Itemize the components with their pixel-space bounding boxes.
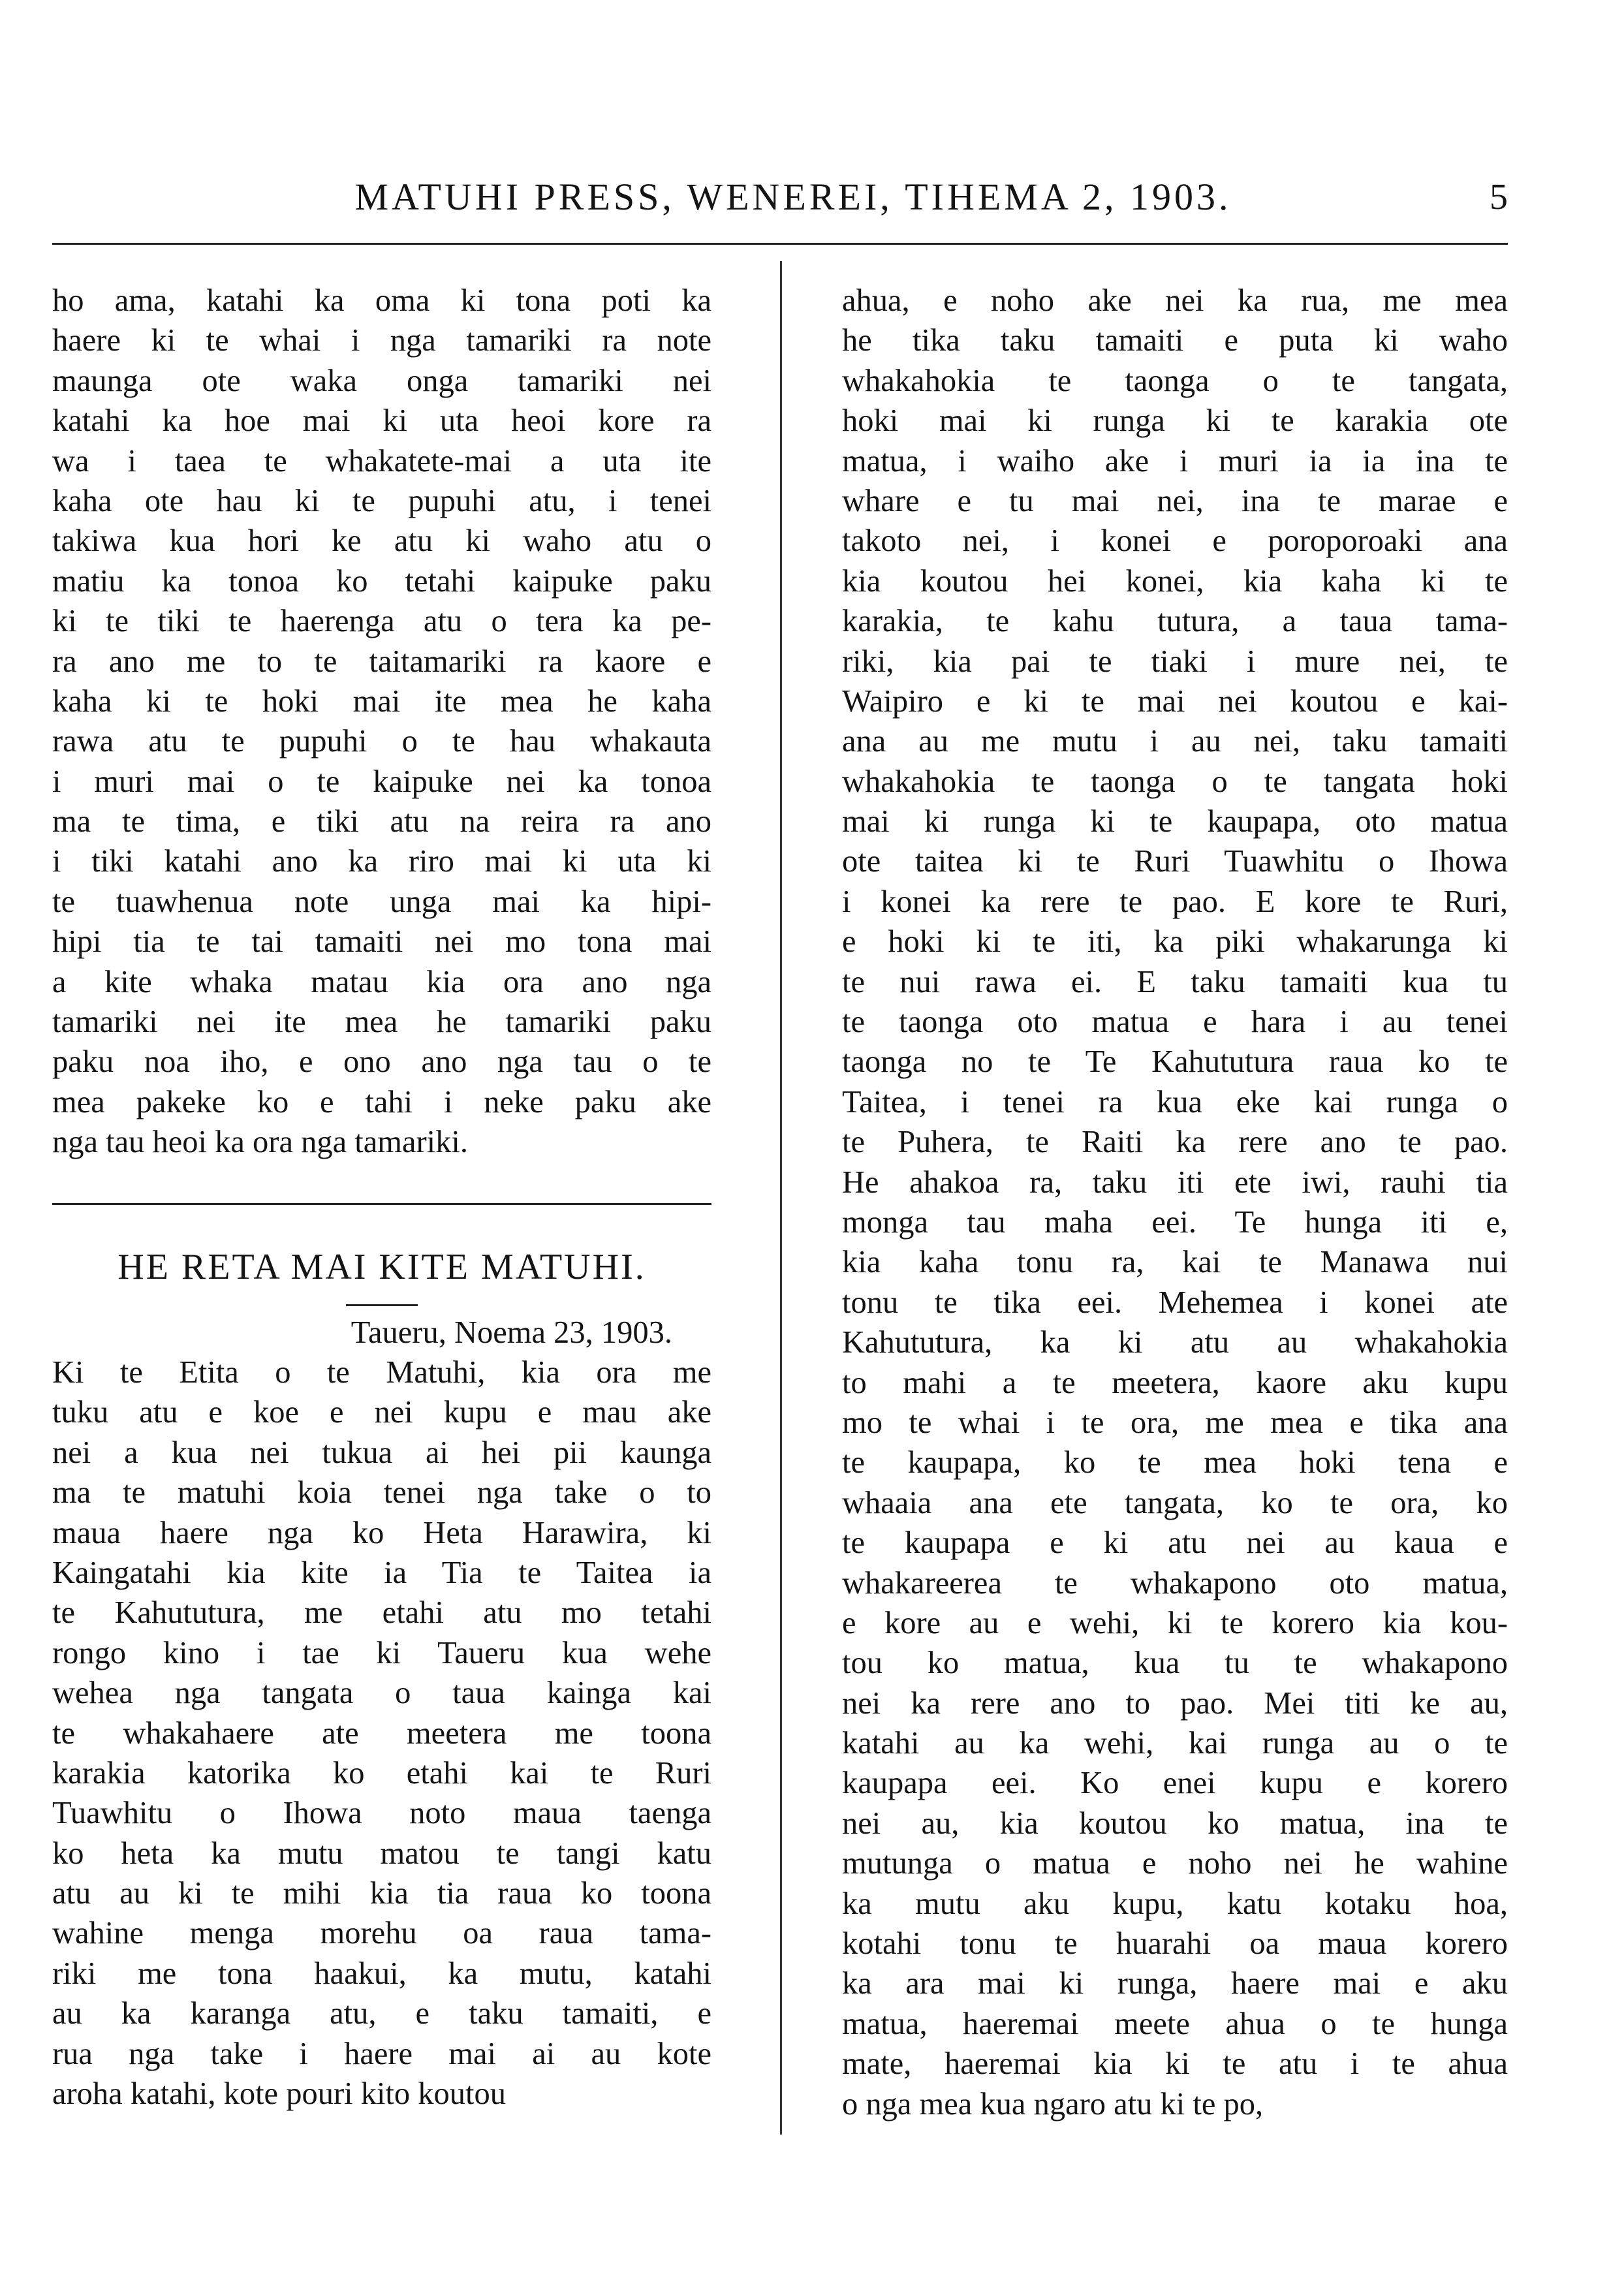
text-line: wa i taea te whakatete-mai a uta ite <box>52 443 711 478</box>
text-line: mutunga o matua e noho nei he wahine <box>842 1846 1508 1881</box>
text-line: ma te tima, e tiki atu na reira ra ano <box>52 804 711 839</box>
text-line: Kahututura, ka ki atu au whakahokia <box>842 1325 1508 1360</box>
text-line: mo te whai i te ora, me mea e tika ana <box>842 1405 1508 1440</box>
text-line: karakia, te kahu tutura, a taua tama- <box>842 604 1508 639</box>
text-line: ko heta ka mutu matou te tangi katu <box>52 1836 711 1871</box>
text-line: he tika taku tamaiti e puta ki waho <box>842 323 1508 358</box>
text-line: tonu te tika eei. Mehemea i konei ate <box>842 1285 1508 1320</box>
text-line: mai ki runga ki te kaupapa, oto matua <box>842 804 1508 839</box>
text-line: matiu ka tonoa ko tetahi kaipuke paku <box>52 563 711 599</box>
text-line: Waipiro e ki te mai nei koutou e kai- <box>842 683 1508 719</box>
section-rule <box>52 1203 711 1205</box>
text-line: mate, haeremai kia ki te atu i te ahua <box>842 2046 1508 2082</box>
text-line: katahi au ka wehi, kai runga au o te <box>842 1726 1508 1761</box>
text-line: tou ko matua, kua tu te whakapono <box>842 1646 1508 1681</box>
text-line: atu au ki te mihi kia tia raua ko toona <box>52 1876 711 1911</box>
text-line: kotahi tonu te huarahi oa maua korero <box>842 1926 1508 1962</box>
text-line: karakia katorika ko etahi kai te Ruri <box>52 1755 711 1791</box>
text-line: te nui rawa ei. E taku tamaiti kua tu <box>842 964 1508 999</box>
text-line: wehea nga tangata o taua kainga kai <box>52 1676 711 1711</box>
text-line: nei a kua nei tukua ai hei pii kaunga <box>52 1435 711 1470</box>
text-line: whakahokia te taonga o te tangata hoki <box>842 764 1508 799</box>
text-line: kia kaha tonu ra, kai te Manawa nui <box>842 1245 1508 1280</box>
letter-continuation <box>842 281 1508 2124</box>
text-line: Kaingatahi kia kite ia Tia te Taitea ia <box>52 1555 711 1590</box>
page-number: 5 <box>1490 177 1508 217</box>
text-line: Tuawhitu o Ihowa noto maua taenga <box>52 1796 711 1831</box>
text-line: wahine menga morehu oa raua tama- <box>52 1916 711 1951</box>
text-line: te kaupapa, ko te mea hoki tena e <box>842 1445 1508 1480</box>
header-rule <box>52 243 1508 245</box>
dateline: Taueru, Noema 23, 1903. <box>351 1315 672 1350</box>
text-line: whakahokia te taonga o te tangata, <box>842 363 1508 398</box>
text-line: te kaupapa e ki atu nei au kaua e <box>842 1526 1508 1561</box>
text-line: o nga mea kua ngaro atu ki te po, <box>842 2086 1264 2121</box>
text-line: hoki mai ki runga ki te karakia ote <box>842 403 1508 439</box>
left-column <box>52 281 711 2114</box>
text-line: takoto nei, i konei e poroporoaki ana <box>842 524 1508 559</box>
section-heading: HE RETA MAI KITE MATUHI. <box>117 1246 646 1287</box>
text-line: ote taitea ki te Ruri Tuawhitu o Ihowa <box>842 844 1508 879</box>
text-line: e hoki ki te iti, ka piki whakarunga ki <box>842 924 1508 960</box>
text-line: nei au, kia koutou ko matua, ina te <box>842 1806 1508 1841</box>
text-line: kaha ki te hoki mai ite mea he kaha <box>52 683 711 719</box>
text-line: whare e tu mai nei, ina te marae e <box>842 483 1508 518</box>
text-line: i muri mai o te kaipuke nei ka tonoa <box>52 764 711 799</box>
text-line: rawa atu te pupuhi o te hau whakauta <box>52 724 711 759</box>
text-line: a kite whaka matau kia ora ano nga <box>52 964 711 999</box>
text-line: takiwa kua hori ke atu ki waho atu o <box>52 524 711 559</box>
text-line: nei ka rere ano to pao. Mei titi ke au, <box>842 1685 1508 1721</box>
text-line: riki, kia pai te tiaki i mure nei, te <box>842 644 1508 679</box>
text-line: te tuawhenua note unga mai ka hipi- <box>52 884 711 919</box>
header-title: MATUHI PRESS, WENEREI, TIHEMA 2, 1903. <box>354 176 1232 218</box>
text-line: ma te matuhi koia tenei nga take o to <box>52 1475 711 1510</box>
text-line: te Kahututura, me etahi atu mo tetahi <box>52 1595 711 1631</box>
text-line: monga tau maha eei. Te hunga iti e, <box>842 1204 1508 1240</box>
text-line: aroha katahi, kote pouri kito koutou <box>52 2076 507 2112</box>
text-line: i konei ka rere te pao. E kore te Ruri, <box>842 884 1508 919</box>
text-line: rua nga take i haere mai ai au kote <box>52 2036 711 2071</box>
text-line: Taitea, i tenei ra kua eke kai runga o <box>842 1084 1508 1119</box>
text-line: ka mutu aku kupu, katu kotaku hoa, <box>842 1886 1508 1921</box>
text-line: katahi ka hoe mai ki uta heoi kore ra <box>52 403 711 439</box>
text-line: paku noa iho, e ono ano nga tau o te <box>52 1044 711 1080</box>
text-line: ka ara mai ki runga, haere mai e aku <box>842 1966 1508 2001</box>
text-line: hipi tia te tai tamaiti nei mo tona mai <box>52 924 711 960</box>
text-line: haere ki te whai i nga tamariki ra note <box>52 323 711 358</box>
text-line: tuku atu e koe e nei kupu e mau ake <box>52 1395 711 1430</box>
text-line: Ki te Etita o te Matuhi, kia ora me <box>52 1354 711 1390</box>
text-line: rongo kino i tae ki Taueru kua wehe <box>52 1635 711 1670</box>
column-divider <box>780 261 782 2135</box>
right-column <box>842 281 1508 2124</box>
letter-body <box>52 1353 711 2114</box>
text-line: kaha ote hau ki te pupuhi atu, i tenei <box>52 483 711 518</box>
text-line: taonga no te Te Kahututura raua ko te <box>842 1044 1508 1080</box>
text-line: matua, i waiho ake i muri ia ia ina te <box>842 443 1508 478</box>
text-line: ki te tiki te haerenga atu o tera ka pe- <box>52 604 711 639</box>
text-line: tamariki nei ite mea he tamariki paku <box>52 1005 711 1040</box>
text-line: mea pakeke ko e tahi i neke paku ake <box>52 1084 711 1119</box>
text-line: te taonga oto matua e hara i au tenei <box>842 1005 1508 1040</box>
text-line: whaaia ana ete tangata, ko te ora, ko <box>842 1485 1508 1520</box>
text-line: whakareerea te whakapono oto matua, <box>842 1565 1508 1601</box>
text-line: ahua, e noho ake nei ka rua, me mea <box>842 283 1508 318</box>
text-line: ra ano me to te taitamariki ra kaore e <box>52 644 711 679</box>
page-header <box>52 171 1508 230</box>
text-line: riki me tona haakui, ka mutu, katahi <box>52 1956 711 1991</box>
text-line: ana au me mutu i au nei, taku tamaiti <box>842 724 1508 759</box>
text-line: au ka karanga atu, e taku tamaiti, e <box>52 1996 711 2031</box>
text-line: to mahi a te meetera, kaore aku kupu <box>842 1365 1508 1400</box>
text-line: te whakahaere ate meetera me toona <box>52 1715 711 1751</box>
text-line: kaupapa eei. Ko enei kupu e korero <box>842 1766 1508 1801</box>
article-continuation <box>52 281 711 1163</box>
text-line: matua, haeremai meete ahua o te hunga <box>842 2006 1508 2041</box>
text-line: e kore au e wehi, ki te korero kia kou- <box>842 1605 1508 1640</box>
text-line: kia koutou hei konei, kia kaha ki te <box>842 563 1508 599</box>
text-line: te Puhera, te Raiti ka rere ano te pao. <box>842 1125 1508 1160</box>
text-line: nga tau heoi ka ora nga tamariki. <box>52 1125 468 1160</box>
text-line: i tiki katahi ano ka riro mai ki uta ki <box>52 844 711 879</box>
text-line: maunga ote waka onga tamariki nei <box>52 363 711 398</box>
heading-underline <box>346 1304 418 1306</box>
text-line: maua haere nga ko Heta Harawira, ki <box>52 1515 711 1550</box>
text-line: He ahakoa ra, taku iti ete iwi, rauhi tia <box>842 1165 1508 1200</box>
text-line: ho ama, katahi ka oma ki tona poti ka <box>52 283 711 318</box>
